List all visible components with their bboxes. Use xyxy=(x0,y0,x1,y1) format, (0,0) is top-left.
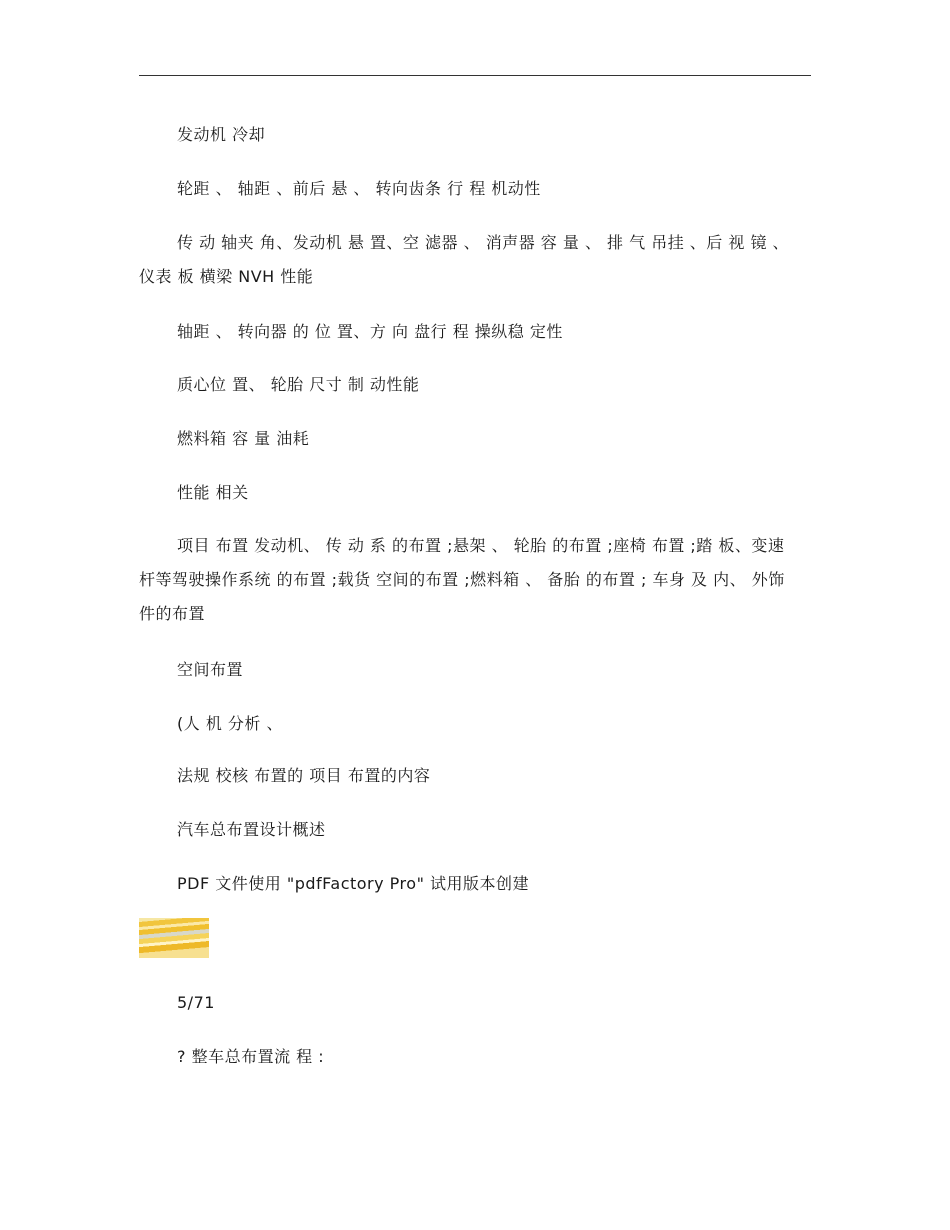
paragraph-regulation-check: 法规 校核 布置的 项目 布置的内容 xyxy=(177,766,431,785)
paragraph-maneuverability: 轮距 、 轴距 、前后 悬 、 转向齿条 行 程 机动性 xyxy=(177,179,541,198)
paragraph-nvh: 传 动 轴夹 角、发动机 悬 置、空 滤器 、 消声器 容 量 、 排 气 吊挂 、后 视 镜 、 仪表 板 横梁 NVH 性能 xyxy=(139,233,790,286)
paragraph-fuel: 燃料箱 容 量 油耗 xyxy=(177,429,310,448)
page-number: 5/71 xyxy=(177,993,215,1012)
paragraph-layout-items: 项目 布置 发动机、 传 动 系 的布置 ;悬架 、 轮胎 的布置 ;座椅 布置 ;踏 板、变速杆等驾驶操作系统 的布置 ;载货 空间的布置 ;燃料箱 、 备胎 的布置 ; 车身 及 内、 外饰 件的布置 xyxy=(139,536,785,623)
paragraph-ergonomics: (人 机 分析 、 xyxy=(177,714,284,733)
paragraph-overview-title: 汽车总布置设计概述 xyxy=(177,820,326,839)
stripe-image xyxy=(139,918,209,958)
paragraph-performance-related: 性能 相关 xyxy=(177,483,249,502)
paragraph-braking: 质心位 置、 轮胎 尺寸 制 动性能 xyxy=(177,375,420,394)
flow-heading: ? 整车总布置流 程 : xyxy=(177,1047,325,1066)
paragraph-engine-cooling: 发动机 冷却 xyxy=(177,125,266,144)
pdf-watermark-text: PDF 文件使用 "pdfFactory Pro" 试用版本创建 xyxy=(177,874,530,893)
paragraph-handling-stability: 轴距 、 转向器 的 位 置、方 向 盘行 程 操纵稳 定性 xyxy=(177,322,563,341)
header-rule xyxy=(139,75,811,76)
paragraph-space-layout: 空间布置 xyxy=(177,660,244,679)
